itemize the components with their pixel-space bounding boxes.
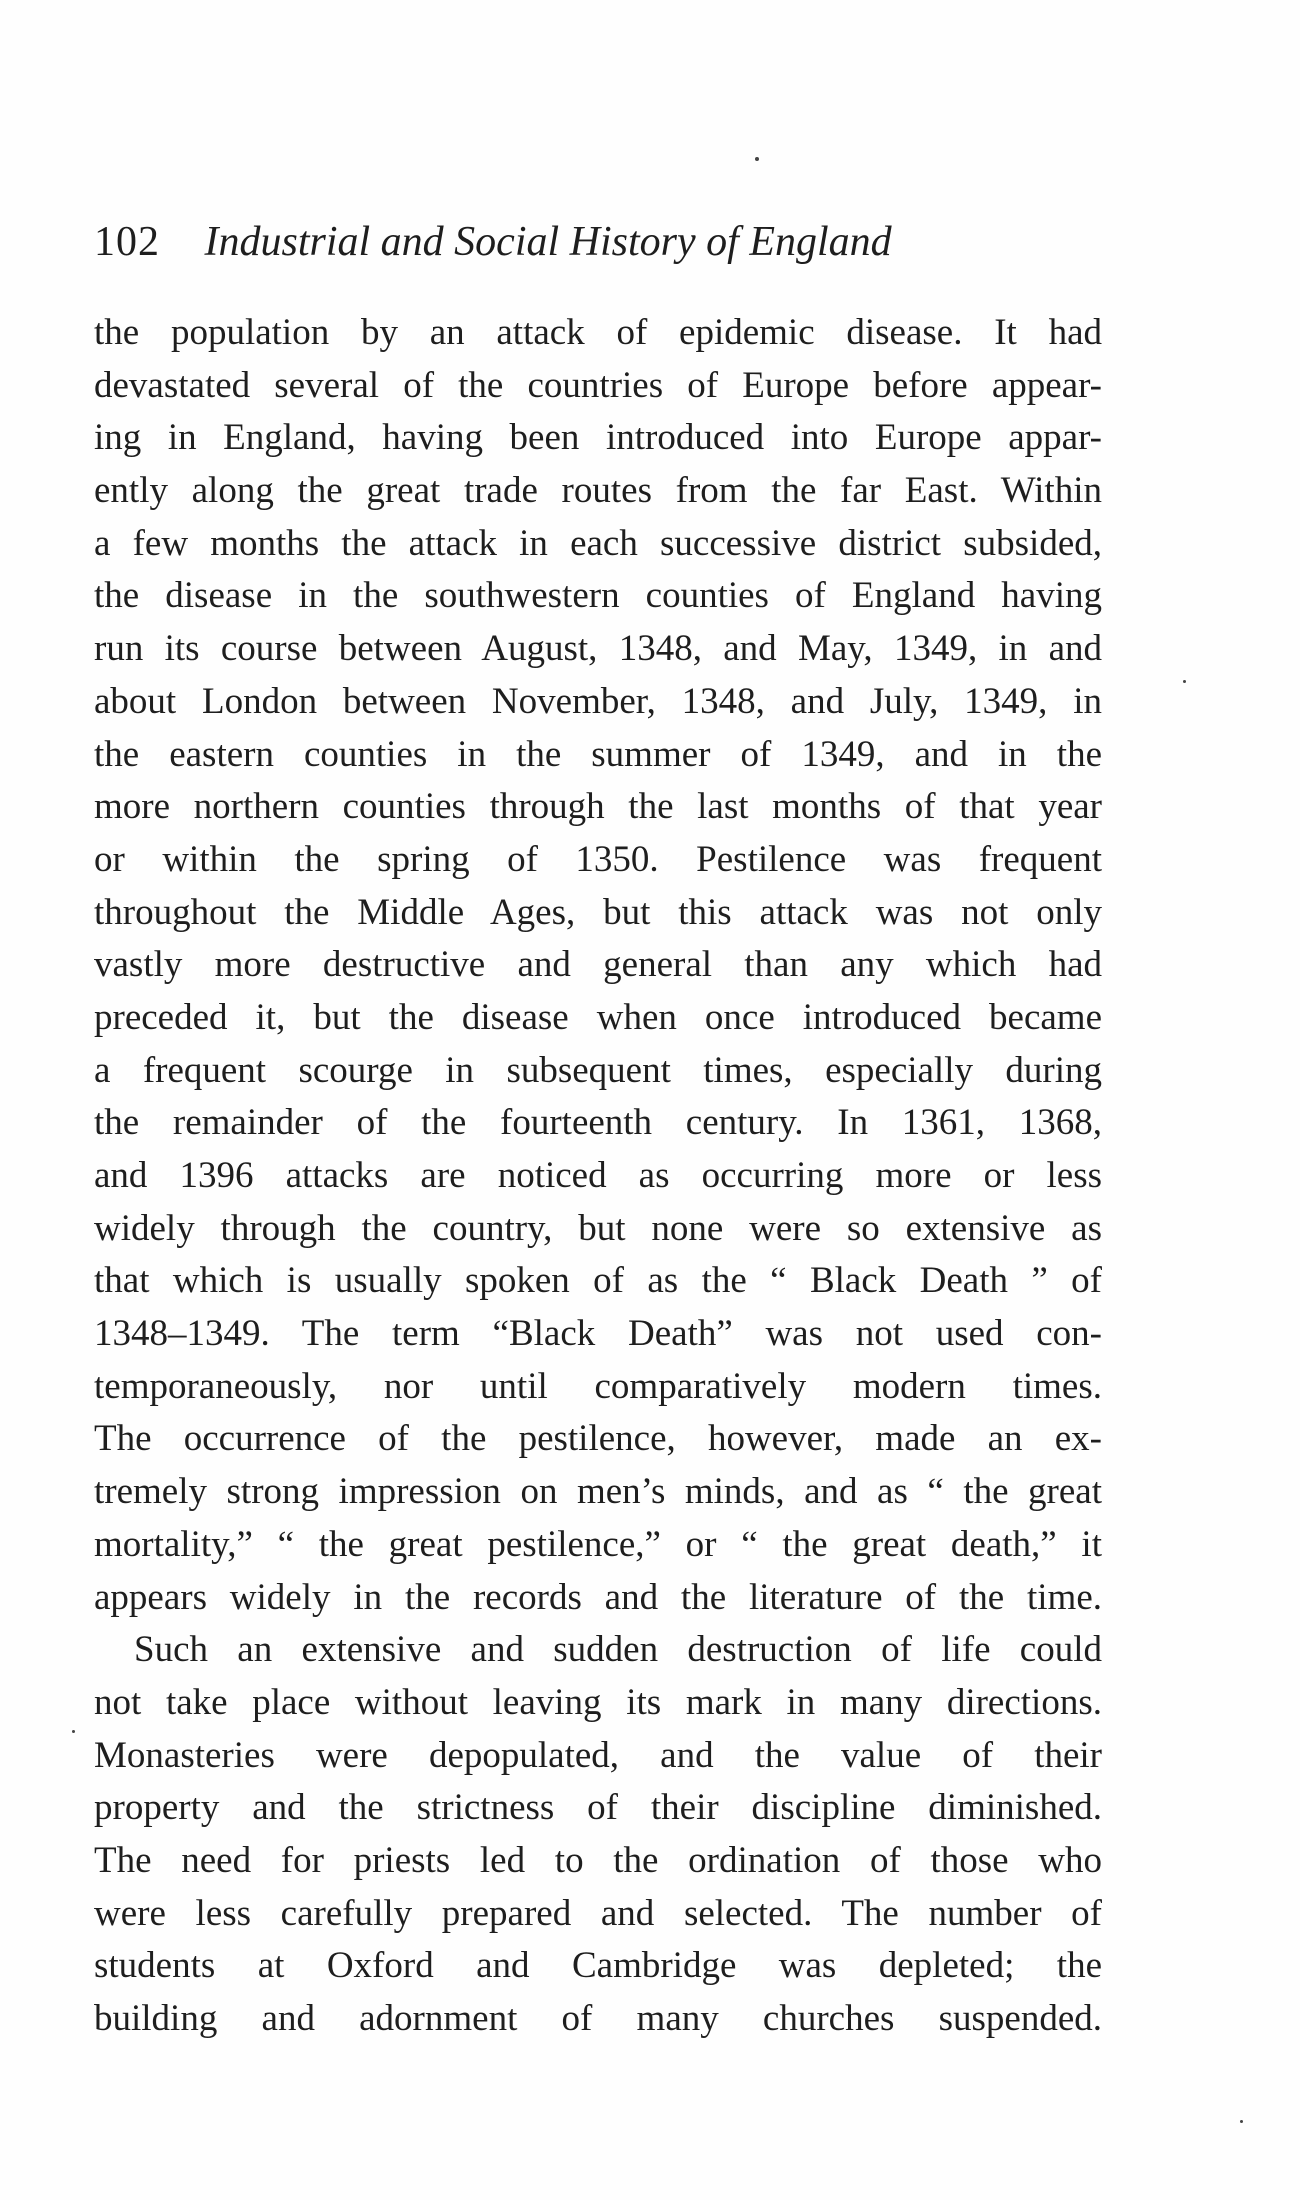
text-line: vastly more destructive and general than any which had xyxy=(94,944,1102,986)
text-line: a few months the attack in each successive district subsided, xyxy=(94,522,1102,564)
running-title: Industrial and Social History of England xyxy=(204,219,892,265)
paper-speck xyxy=(72,1730,75,1733)
text-line: preceded it, but the disease when once introduced became xyxy=(94,996,1102,1038)
text-line: widely through the country, but none were so extensive as xyxy=(94,1207,1102,1249)
paragraph xyxy=(94,307,1102,1624)
text-line: Monasteries were depopulated, and the value of their xyxy=(94,1734,1102,1776)
text-line: temporaneously, nor until comparatively modern times. xyxy=(94,1365,1102,1407)
paper-speck xyxy=(1240,2120,1243,2123)
text-line: Such an extensive and sudden destruction of life could xyxy=(134,1629,1102,1671)
text-line: building and adornment of many churches suspended. xyxy=(94,1998,1102,2039)
text-line: the remainder of the fourteenth century. In 1361, 1368, xyxy=(94,1102,1102,1144)
text-line: and 1396 attacks are noticed as occurring more or less xyxy=(94,1155,1102,1196)
text-line: about London between November, 1348, and July, 1349, in xyxy=(94,680,1102,722)
text-line: were less carefully prepared and selected. The number of xyxy=(94,1892,1102,1934)
text-line: The need for priests led to the ordination of those who xyxy=(94,1839,1102,1881)
text-line: run its course between August, 1348, and May, 1349, in and xyxy=(94,628,1102,670)
text-line: 1348–1349. The term “Black Death” was not used con- xyxy=(94,1313,1102,1355)
page-number: 102 xyxy=(94,219,160,265)
text-line: The occurrence of the pestilence, however, made an ex- xyxy=(94,1418,1102,1460)
text-line: the population by an attack of epidemic disease. It had xyxy=(94,312,1102,353)
running-head xyxy=(94,212,1094,272)
text-line: a frequent scourge in subsequent times, especially during xyxy=(94,1049,1102,1091)
text-line: or within the spring of 1350. Pestilence was frequent xyxy=(94,838,1102,880)
text-line: appears widely in the records and the literature of the time. xyxy=(94,1576,1102,1618)
paper-speck xyxy=(1183,680,1186,683)
text-line: that which is usually spoken of as the “ Black Death ” of xyxy=(94,1260,1102,1302)
text-line: not take place without leaving its mark in many directions. xyxy=(94,1681,1102,1723)
text-line: the eastern counties in the summer of 1349, and in the xyxy=(94,733,1102,775)
text-line: ing in England, having been introduced into Europe appar- xyxy=(94,417,1102,459)
text-line: ently along the great trade routes from the far East. Within xyxy=(94,470,1102,512)
text-line: the disease in the southwestern counties of England having xyxy=(94,575,1102,617)
text-line: more northern counties through the last months of that year xyxy=(94,786,1102,828)
body-text xyxy=(94,307,1102,2046)
text-line: students at Oxford and Cambridge was depleted; the xyxy=(94,1945,1102,1987)
paragraph xyxy=(94,1624,1102,2046)
text-line: throughout the Middle Ages, but this attack was not only xyxy=(94,891,1102,933)
text-line: devastated several of the countries of Europe before appear- xyxy=(94,364,1102,406)
text-line: tremely strong impression on men’s minds, and as “ the great xyxy=(94,1471,1102,1513)
text-line: property and the strictness of their discipline diminished. xyxy=(94,1787,1102,1829)
paper-speck xyxy=(755,157,759,161)
text-line: mortality,” “ the great pestilence,” or “ the great death,” it xyxy=(94,1523,1102,1565)
